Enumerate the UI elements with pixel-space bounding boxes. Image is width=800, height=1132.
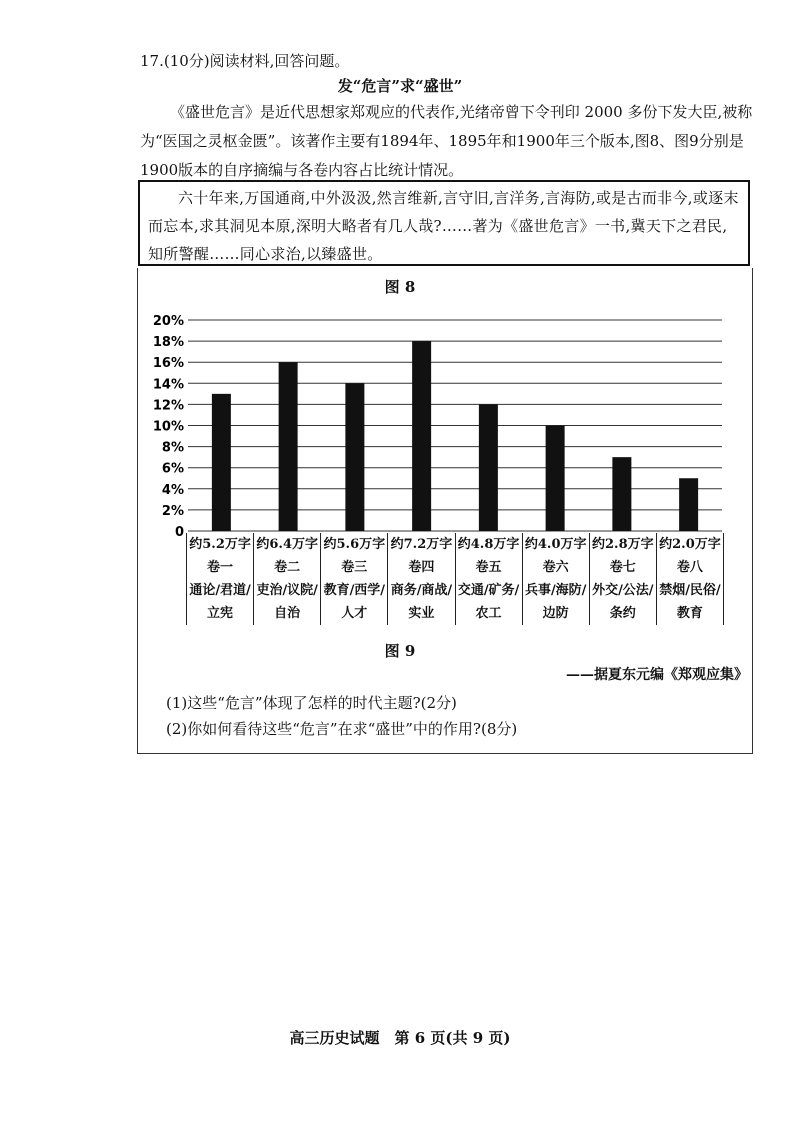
topic-label: 通论/君道/ xyxy=(189,583,251,598)
topic-label: 商务/商战/ xyxy=(390,583,453,598)
question-header: 17.(10分)阅读材料,回答问题。 xyxy=(140,52,350,70)
category-label: 卷四 xyxy=(408,560,435,575)
y-tick-label: 4% xyxy=(161,482,184,498)
category-column xyxy=(589,533,656,625)
category-label: 卷六 xyxy=(542,560,569,575)
topic-label: 人才 xyxy=(341,606,368,621)
bar-3 xyxy=(345,383,364,531)
y-tick-label: 18% xyxy=(152,335,184,351)
topic-label: 教育 xyxy=(676,606,703,621)
word-count-label: 约4.0万字 xyxy=(524,537,587,552)
y-tick-label: 14% xyxy=(152,377,184,393)
sub-question-2: (2)你如何看待这些“危言”在求“盛世”中的作用?(8分) xyxy=(166,720,518,738)
bar-1 xyxy=(212,394,231,531)
topic-label: 吏治/议院/ xyxy=(256,583,318,598)
word-count-label: 约4.8万字 xyxy=(457,537,520,552)
y-tick-label: 10% xyxy=(152,419,184,435)
source-citation: ——据夏东元编《郑观应集》 xyxy=(566,667,748,683)
bar-8 xyxy=(679,478,698,531)
sub-question-1: (1)这些“危言”体现了怎样的时代主题?(2分) xyxy=(166,694,457,712)
topic-label: 农工 xyxy=(475,606,502,621)
y-tick-label: 0 xyxy=(174,525,184,540)
word-count-label: 约6.4万字 xyxy=(256,537,318,552)
topic-label: 实业 xyxy=(408,606,435,621)
y-tick-label: 2% xyxy=(161,503,184,519)
word-count-label: 约2.8万字 xyxy=(592,537,654,552)
bar-2 xyxy=(279,362,298,531)
category-label: 卷七 xyxy=(609,560,636,575)
figure-9-label: 图 9 xyxy=(384,642,416,660)
topic-label: 外交/公法/ xyxy=(592,583,654,598)
category-column xyxy=(522,533,589,625)
quote-text: 六十年来,万国通商,中外汲汲,然言维新,言守旧,言洋务,言海防,或是古而非今,或逐末而忘本,求其洞见本原,深明大略者有几人哉?……著为《盛世危言》一书,冀天下之君民,知所警醒……同心求治,以臻盛世。 xyxy=(148,189,739,263)
category-column xyxy=(253,533,320,625)
topic-label: 条约 xyxy=(609,606,636,621)
category-label: 卷八 xyxy=(676,560,703,575)
topic-label: 兵事/海防/ xyxy=(524,583,587,598)
topic-label: 教育/西学/ xyxy=(323,583,386,598)
question-title: 发“危言”求“盛世” xyxy=(337,77,463,95)
figure-8-label: 图 8 xyxy=(384,278,416,296)
y-tick-label: 12% xyxy=(152,398,184,414)
intro-paragraph: 《盛世危言》是近代思想家郑观应的代表作,光绪帝曾下令刊印 2000 多份下发大臣,被称为“医国之灵枢金匮”。该著作主要有1894年、1895年和1900年三个版本,图8、图9分别是1900版本的自序摘编与各卷内容占比统计情况。 xyxy=(140,103,753,179)
topic-label: 自治 xyxy=(274,606,301,621)
word-count-label: 约5.2万字 xyxy=(189,537,251,552)
bar-6 xyxy=(546,426,565,532)
category-column xyxy=(387,533,454,625)
category-label: 卷五 xyxy=(475,560,502,575)
category-label: 卷二 xyxy=(274,560,301,575)
topic-label: 立宪 xyxy=(207,606,234,621)
category-label: 卷三 xyxy=(341,560,368,575)
topic-label: 边防 xyxy=(542,606,569,621)
y-tick-label: 8% xyxy=(161,440,184,456)
y-tick-label: 20% xyxy=(152,314,184,329)
topic-label: 禁烟/民俗/ xyxy=(659,583,721,598)
bar-4 xyxy=(412,341,431,531)
category-column xyxy=(656,533,724,625)
page-footer: 高三历史试题 第 6 页(共 9 页) xyxy=(289,1029,511,1047)
category-label: 卷一 xyxy=(207,560,234,575)
category-column xyxy=(320,533,387,625)
word-count-label: 约5.6万字 xyxy=(323,537,386,552)
y-tick-label: 16% xyxy=(152,356,184,372)
category-label-table xyxy=(186,533,724,625)
word-count-label: 约2.0万字 xyxy=(659,537,721,552)
bar-5 xyxy=(479,404,498,531)
category-column xyxy=(455,533,522,625)
topic-label: 交通/矿务/ xyxy=(457,583,520,598)
y-tick-label: 6% xyxy=(161,461,184,477)
word-count-label: 约7.2万字 xyxy=(390,537,453,552)
bar-7 xyxy=(612,457,631,531)
category-column xyxy=(186,533,253,625)
